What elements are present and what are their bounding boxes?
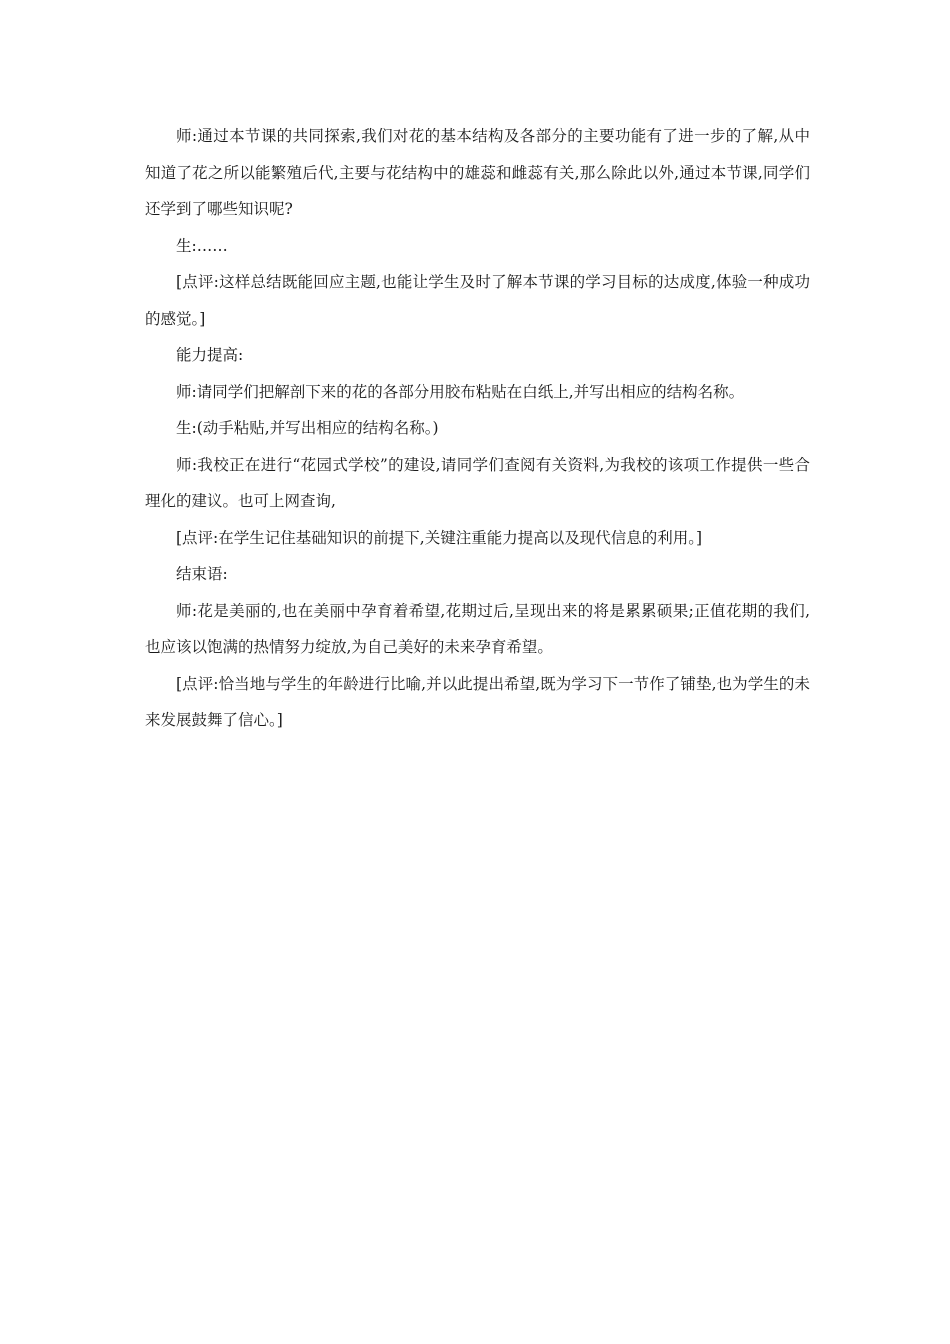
teacher-paste-instruction: 师:请同学们把解剖下来的花的各部分用胶布粘贴在白纸上,并写出相应的结构名称。 bbox=[176, 382, 745, 401]
comment-closing: [点评:恰当地与学生的年龄进行比喻,并以此提出希望,既为学习下一节作了铺垫,也为学生的未来发展鼓舞了信心。] bbox=[145, 674, 810, 729]
teacher-garden-school-task: 师:我校正在进行“花园式学校”的建设,请同学们查阅有关资料,为我校的该项工作提供一些合理化的建议。也可上网查询, bbox=[145, 455, 810, 510]
student-response: 生:…… bbox=[176, 236, 228, 255]
section-heading-closing: 结束语: bbox=[176, 565, 228, 583]
comment-ability: [点评:在学生记住基础知识的前提下,关键注重能力提高以及现代信息的利用。] bbox=[176, 528, 702, 547]
section-heading-ability: 能力提高: bbox=[176, 346, 244, 364]
teacher-summary-question: 师:通过本节课的共同探索,我们对花的基本结构及各部分的主要功能有了进一步的了解,从中知道了花之所以能繁殖后代,主要与花结构中的雄蕊和雌蕊有关,那么除此以外,通过本节课,同学们还学到了哪些知识呢? bbox=[145, 127, 810, 218]
teacher-closing-remarks: 师:花是美丽的,也在美丽中孕育着希望,花期过后,呈现出来的将是累累硕果;正值花期的我们,也应该以饱满的热情努力绽放,为自己美好的未来孕育希望。 bbox=[145, 601, 810, 656]
student-paste-response: 生:(动手粘贴,并写出相应的结构名称。) bbox=[176, 419, 439, 437]
document-body bbox=[145, 118, 810, 739]
comment-summary: [点评:这样总结既能回应主题,也能让学生及时了解本节课的学习目标的达成度,体验一种成功的感觉。] bbox=[145, 273, 810, 328]
